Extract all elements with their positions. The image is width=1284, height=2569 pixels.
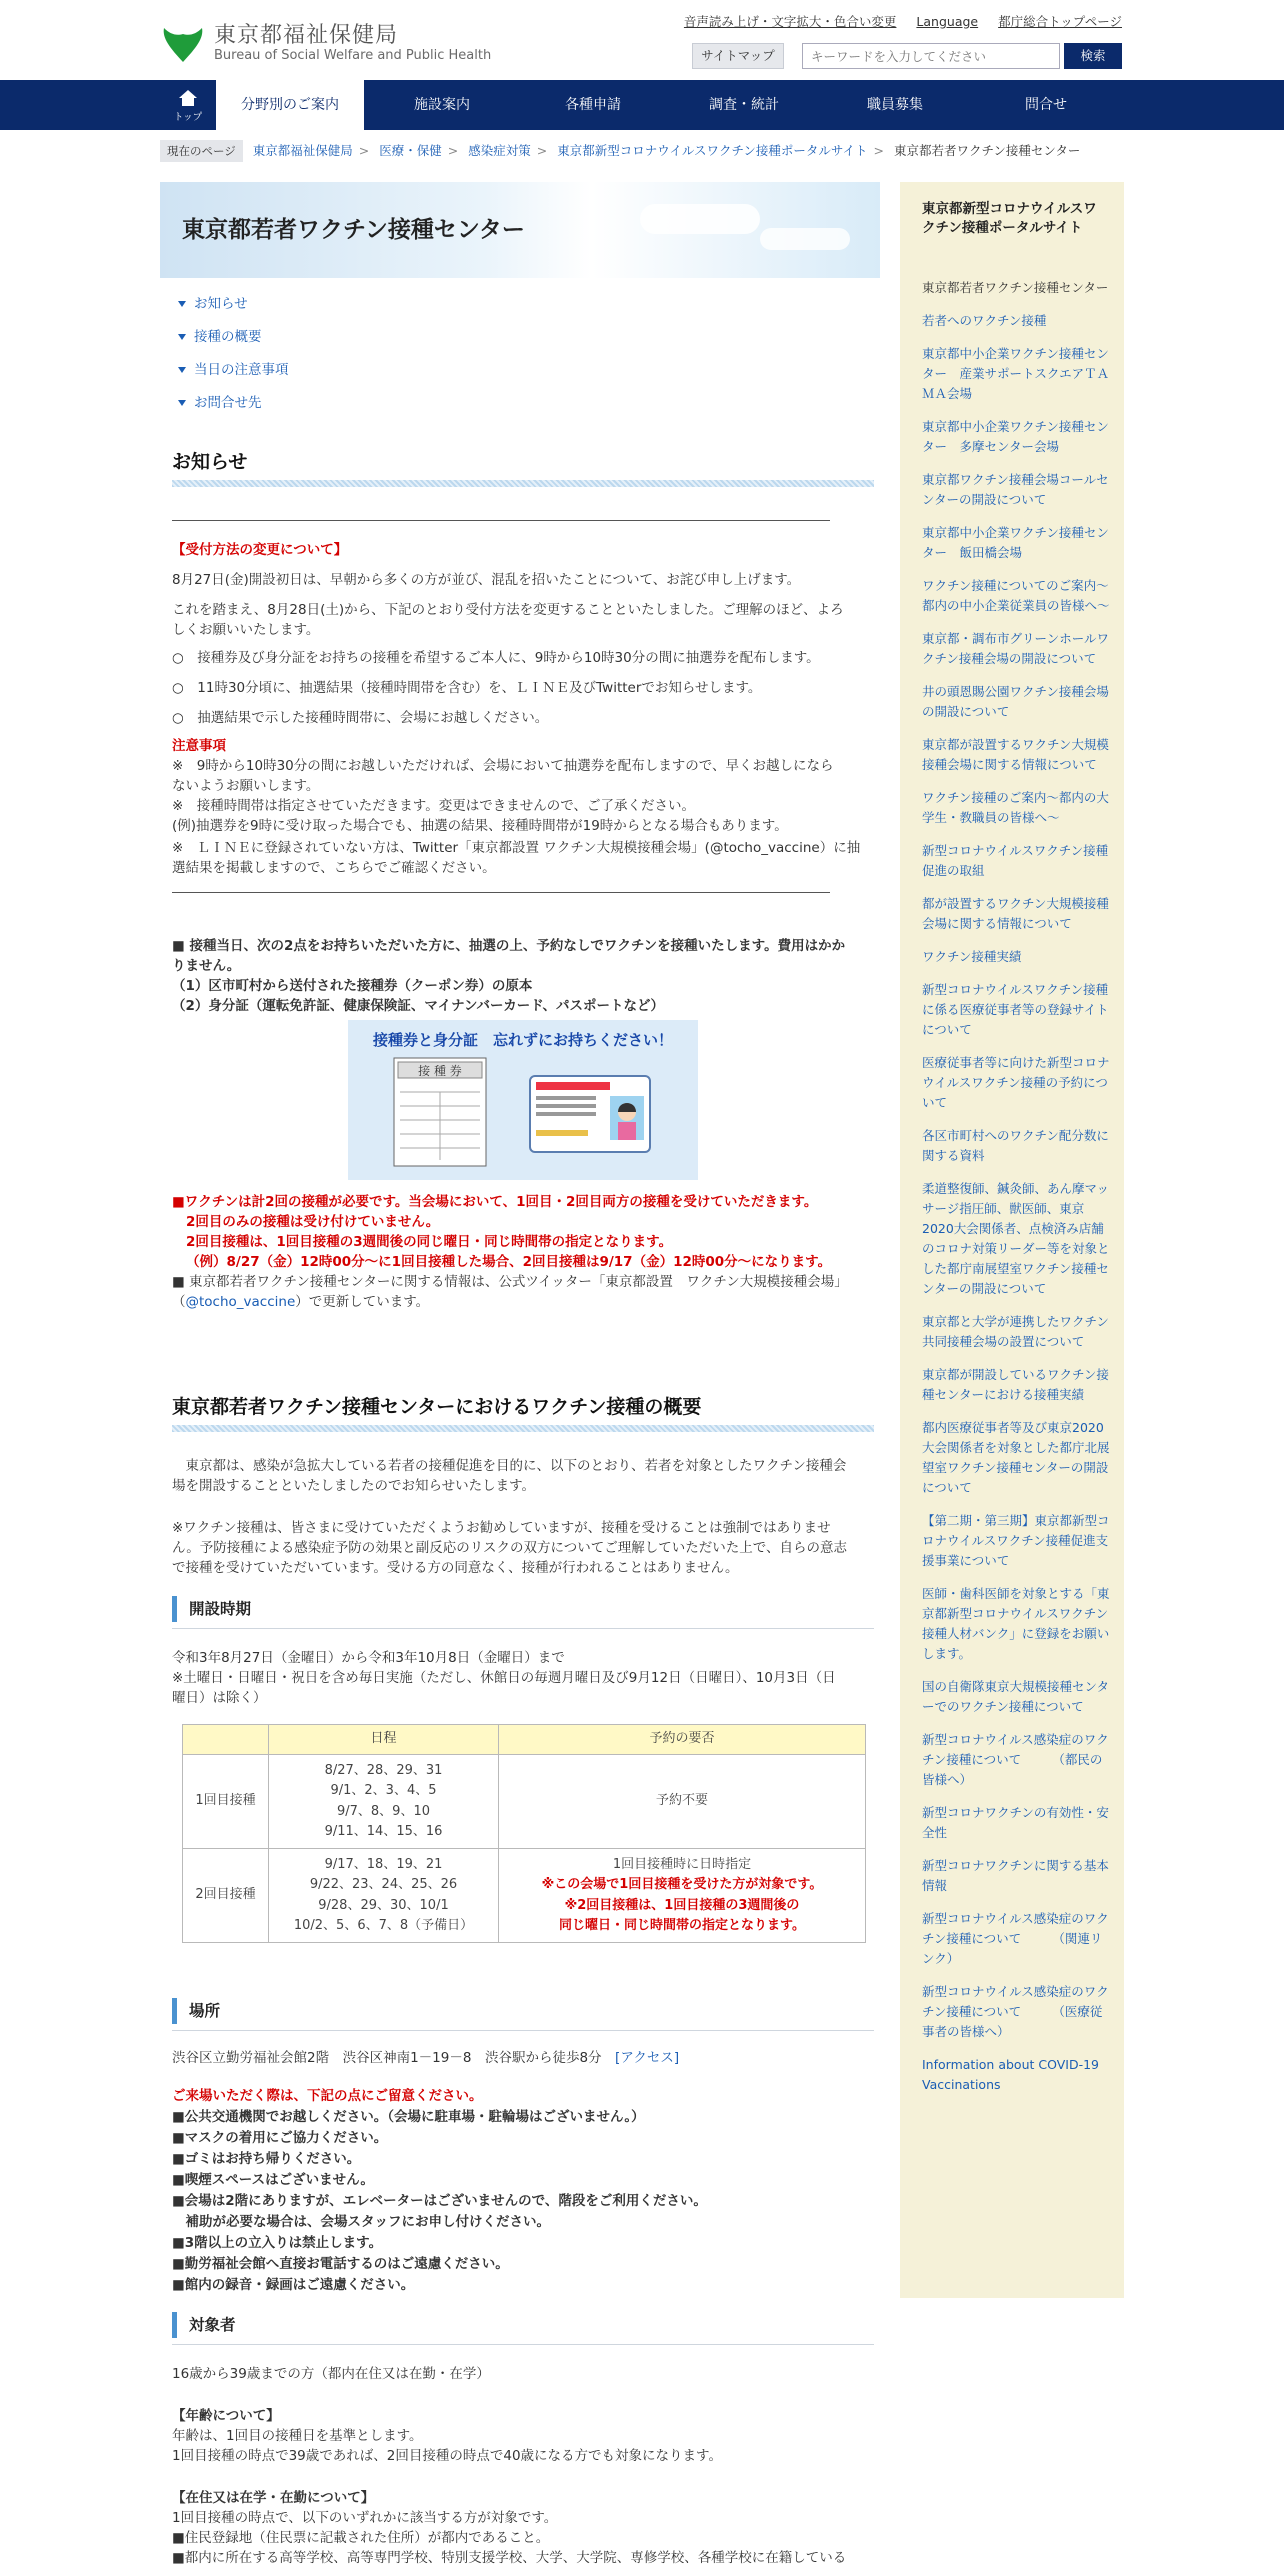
metro-top-link[interactable]: 都庁総合トップページ: [998, 14, 1122, 29]
sidebar-item[interactable]: 東京都と大学が連携したワクチン共同接種会場の設置について: [922, 1314, 1109, 1349]
sidebar-item[interactable]: 【第二期・第三期】東京都新型コロナウイルスワクチン接種促進支援事業について: [922, 1513, 1110, 1568]
sidebar-item[interactable]: 国の自衛隊東京大規模接種センターでのワクチン接種について: [922, 1679, 1110, 1714]
requirement-line: りません。: [172, 958, 241, 974]
sidebar: [900, 182, 1124, 2298]
age-text: 年齢は、1回目の接種日を基準とします。: [172, 2428, 423, 2444]
sidebar-title: 東京都新型コロナウイルスワクチン接種ポータルサイト: [922, 201, 1097, 236]
table-cell: 9/17、18、19、21 9/22、23、24、25、26 9/28、29、30、10/1 10/2、5、6、7、8（予備日）: [269, 1849, 499, 1943]
access-link[interactable]: [アクセス]: [615, 2050, 680, 2066]
language-link[interactable]: Language: [916, 14, 979, 29]
sidebar-item[interactable]: 新型コロナウイルス感染症のワクチン接種について （医療従事者の皆様へ）: [922, 1984, 1109, 2039]
ginkgo-logo-icon: [160, 18, 206, 64]
sidebar-item[interactable]: 東京都・調布市グリーンホールワクチン接種会場の開設について: [922, 631, 1110, 666]
vaccination-ticket-icon: [392, 1056, 488, 1168]
period-text: 曜日）は除く）: [172, 1690, 267, 1706]
caution-item: ■喫煙スペースはございません。: [172, 2172, 374, 2188]
sidebar-item[interactable]: ワクチン接種実績: [922, 949, 1022, 964]
table-cell: 1回目接種時に日時指定 ※この会場で1回目接種を受けた方が対象です。 ※2回目接種は、1回目接種の3週間後の 同じ曜日・同じ時間帯の指定となります。: [499, 1849, 866, 1943]
two-dose-notice: 2回目のみの接種は受け付けていません。: [186, 1214, 440, 1230]
sidebar-item[interactable]: 新型コロナワクチンに関する基本情報: [922, 1858, 1109, 1893]
sidebar-item[interactable]: 井の頭恩賜公園ワクチン接種会場の開設について: [922, 684, 1109, 719]
table-cell: 予約不要: [499, 1755, 866, 1849]
breadcrumb-label: 現在のページ: [160, 140, 243, 162]
anchor-link-notes[interactable]: 当日の注意事項: [178, 360, 289, 393]
breadcrumb-separator: >: [536, 143, 548, 158]
caution-item: 補助が必要な場合は、会場スタッフにお申し付けください。: [172, 2214, 550, 2230]
page-title: 東京都若者ワクチン接種センター: [182, 217, 525, 243]
period-text: 令和3年8月27日（金曜日）から令和3年10月8日（金曜日）まで: [172, 1650, 565, 1666]
target-heading: 対象者: [172, 2312, 874, 2338]
overview-paragraph: ん。予防接種による感染症予防の効果と副反応のリスクの双方についてご理解していただいた上で、自らの意志: [172, 1540, 847, 1556]
triangle-down-icon: [178, 400, 186, 406]
breadcrumb-item[interactable]: 東京都福祉保健局: [252, 143, 353, 158]
schedule-table: [182, 1724, 866, 1943]
triangle-down-icon: [178, 367, 186, 373]
overview-paragraph: 東京都は、感染が急拡大している若者の接種促進を目的に、以下のとおり、若者を対象としたワクチン接種会: [172, 1458, 847, 1474]
nav-item-contact[interactable]: 問合せ: [1025, 97, 1067, 113]
news-heading: お知らせ: [172, 451, 248, 473]
note-line: ※ ＬＩＮＥに登録されていない方は、Twitter「東京都設置 ワクチン大規模接種会場」(@tocho_vaccine）に抽: [172, 840, 861, 856]
global-nav: [0, 80, 1284, 130]
anchor-link-contact[interactable]: お問合せ先: [178, 393, 289, 426]
breadcrumb-current: 東京都若者ワクチン接種センター: [893, 143, 1081, 158]
two-dose-notice: （例）8/27（金）12時00分～に1回目接種した場合、2回目接種は9/17（金）12時00分～になります。: [186, 1254, 832, 1270]
caution-item: ■ゴミはお持ち帰りください。: [172, 2151, 361, 2167]
nav-home-label: トップ: [173, 112, 203, 123]
sidebar-item[interactable]: 新型コロナウイルス感染症のワクチン接種について （都民の皆様へ）: [922, 1732, 1109, 1787]
page-title-banner: [160, 182, 880, 278]
news-bullet: ○ 11時30分頃に、抽選結果（接種時間帯を含む）を、ＬＩＮＥ及びTwitterでお知らせします。: [172, 680, 762, 696]
requirement-item: （2）身分証（運転免許証、健康保険証、マイナンバーカード、パスポートなど）: [172, 998, 665, 1014]
table-cell: 1回目接種: [183, 1755, 269, 1849]
breadcrumb-separator: >: [358, 143, 370, 158]
bring-items-illustration: [348, 1020, 698, 1180]
table-header: 予約の要否: [499, 1725, 866, 1755]
overview-paragraph: ※ワクチン接種は、皆さまに受けていただくようお勧めしていますが、接種を受けることは強制ではありませ: [172, 1520, 831, 1536]
note-line: ※ 9時から10時30分の間にお越しいただければ、会場において抽選券を配布しますので、早くお越しになら: [172, 758, 834, 774]
site-logo[interactable]: [160, 18, 492, 70]
overview-paragraph: 場を開設することといたしましたのでお知らせいたします。: [172, 1478, 536, 1494]
breadcrumb-item[interactable]: 医療・保健: [379, 143, 442, 158]
divider: [172, 520, 830, 521]
sidebar-item[interactable]: 東京都ワクチン接種会場コールセンターの開設について: [922, 472, 1109, 507]
triangle-down-icon: [178, 301, 186, 307]
breadcrumb-separator: >: [447, 143, 459, 158]
sidebar-list: [922, 278, 1112, 2108]
id-card-icon: [528, 1074, 652, 1154]
note-line: ないようお願いします。: [172, 778, 320, 794]
nav-home[interactable]: [160, 80, 216, 130]
table-row: [183, 1755, 866, 1849]
sidebar-item[interactable]: 東京都中小企業ワクチン接種センター 飯田橋会場: [922, 525, 1109, 560]
sidebar-item[interactable]: Information about COVID-19 Vaccinations: [922, 2057, 1099, 2092]
residence-title: 【在住又は在学・在勤について】: [172, 2490, 375, 2506]
two-dose-notice: 2回目接種は、1回目接種の3週間後の同じ曜日・同じ時間帯の指定となります。: [186, 1234, 673, 1250]
heading-underline: [172, 2344, 874, 2345]
sidebar-item[interactable]: ワクチン接種のご案内～都内の大学生・教職員の皆様へ～: [922, 790, 1109, 825]
table-header: 日程: [269, 1725, 499, 1755]
sidebar-item[interactable]: 東京都が設置するワクチン大規模接種会場に関する情報について: [922, 737, 1109, 772]
nav-item-statistics[interactable]: 調査・統計: [709, 97, 779, 113]
heading-rule: [172, 1425, 874, 1432]
search-button[interactable]: 検索: [1064, 43, 1122, 69]
search-input[interactable]: [802, 43, 1060, 69]
twitter-link[interactable]: @tocho_vaccine: [185, 1294, 296, 1310]
caution-title: ご来場いただく際は、下記の点にご留意ください。: [172, 2088, 483, 2104]
nav-item-recruit[interactable]: 職員募集: [867, 97, 923, 113]
breadcrumb-item[interactable]: 東京都新型コロナウイルスワクチン接種ポータルサイト: [557, 143, 868, 158]
twitter-notice: ■ 東京都若者ワクチン接種センターに関する情報は、公式ツイッター「東京都設置 ワクチン大規模接種会場」: [172, 1274, 848, 1290]
breadcrumb-separator: >: [873, 143, 884, 158]
caution-item: ■館内の録音・録画はご遠慮ください。: [172, 2277, 415, 2293]
logo-japanese: 東京都福祉保健局: [214, 23, 399, 48]
sidebar-item[interactable]: 新型コロナウイルスワクチン接種に係る医療従事者等の登録サイトについて: [922, 982, 1109, 1037]
sidebar-item[interactable]: 東京都中小企業ワクチン接種センター 産業サポートスクエアＴＡＭＡ会場: [922, 346, 1110, 401]
age-text: 1回目接種の時点で39歳であれば、2回目接種の時点で40歳になる方でも対象になります。: [172, 2448, 722, 2464]
twitter-notice: （@tocho_vaccine）で更新しています。: [172, 1294, 430, 1310]
requirement-line: ■ 接種当日、次の2点をお持ちいただいた方に、抽選の上、予約なしでワクチンを接種いたします。費用はかか: [172, 938, 846, 954]
triangle-down-icon: [178, 334, 186, 340]
note-title: 注意事項: [172, 738, 226, 754]
sidebar-item[interactable]: 若者へのワクチン接種: [922, 313, 1047, 328]
sitemap-button[interactable]: サイトマップ: [692, 43, 784, 69]
table-header: [183, 1725, 269, 1755]
residence-text: 1回目接種の時点で、以下のいずれかに該当する方が対象です。: [172, 2510, 558, 2526]
overview-heading: 東京都若者ワクチン接種センターにおけるワクチン接種の概要: [172, 1396, 702, 1418]
table-cell: 8/27、28、29、31 9/1、2、3、4、5 9/7、8、9、10 9/11、14、15、16: [269, 1755, 499, 1849]
note-line: ※ 接種時間帯は指定させていただきます。変更はできませんので、ご了承ください。: [172, 798, 695, 814]
target-text: 16歳から39歳までの方（都内在住又は在勤・在学）: [172, 2366, 490, 2382]
news-paragraph: 8月27日(金)開設初日は、早朝から多くの方が並び、混乱を招いたことについて、お詫び申し上げます。: [172, 572, 801, 588]
news-bullet: ○ 抽選結果で示した接種時間帯に、会場にお越しください。: [172, 710, 549, 726]
sidebar-item[interactable]: ワクチン接種についてのご案内～都内の中小企業従業員の皆様へ～: [922, 578, 1110, 613]
accessibility-link[interactable]: 音声読み上げ・文字拡大・色合い変更: [683, 14, 897, 29]
venue-text: 渋谷区立勤労福祉会館2階 渋谷区神南1－19－8 渋谷駅から徒歩8分 [アクセス]: [172, 2050, 680, 2066]
ticket-label: 接 種 券: [418, 1064, 462, 1078]
nav-item-applications[interactable]: 各種申請: [565, 97, 621, 113]
breadcrumb: [160, 140, 1124, 170]
caution-item: ■会場は2階にありますが、エレベーターはございませんので、階段をご利用ください。: [172, 2193, 707, 2209]
sidebar-item[interactable]: 新型コロナウイルス感染症のワクチン接種について （関連リンク）: [922, 1911, 1109, 1966]
table-row: [183, 1849, 866, 1943]
table-cell: 2回目接種: [183, 1849, 269, 1943]
requirement-item: （1）区市町村から送付された接種券（クーポン券）の原本: [172, 978, 533, 994]
sidebar-item[interactable]: 新型コロナワクチンの有効性・安全性: [922, 1805, 1109, 1840]
heading-rule: [172, 480, 874, 487]
overview-paragraph: で接種を受けていただいています。受ける方の同意なく、接種が行われることはありません。: [172, 1560, 739, 1576]
sidebar-item[interactable]: 新型コロナウイルスワクチン接種促進の取組: [922, 843, 1109, 878]
heading-underline: [172, 2030, 874, 2031]
sidebar-item[interactable]: 柔道整復師、鍼灸師、あん摩マッサージ指圧師、獣医師、東京2020大会関係者、点検済み店舗のコロナ対策リーダー等を対象とした都庁南展望室ワクチン接種センターの開設について: [922, 1181, 1110, 1296]
sidebar-item[interactable]: 各区市町村へのワクチン配分数に関する資料: [922, 1128, 1109, 1163]
age-title: 【年齢について】: [172, 2408, 280, 2424]
heading-underline: [172, 1628, 874, 1629]
note-line: 選結果を掲載しますので、こちらでご確認ください。: [172, 860, 496, 876]
cloud-decoration: [760, 228, 850, 250]
sidebar-item[interactable]: 医療従事者等に向けた新型コロナウイルスワクチン接種の予約について: [922, 1055, 1110, 1110]
illustration-caption: 接種券と身分証 忘れずにお持ちください！: [372, 1031, 673, 1049]
breadcrumb-item[interactable]: 感染症対策: [468, 143, 531, 158]
period-text: ※土曜日・日曜日・祝日を含め毎日実施（ただし、休館日の毎週月曜日及び9月12日（日曜日）、10月3日（日: [172, 1670, 836, 1686]
period-heading: 開設時期: [172, 1596, 874, 1622]
news-bullet: ○ 接種券及び身分証をお持ちの接種を希望するご本人に、9時から10時30分の間に抽選券を配布します。: [172, 650, 820, 666]
nav-item-facilities[interactable]: 施設案内: [414, 97, 470, 113]
sidebar-item[interactable]: 東京都中小企業ワクチン接種センター 多摩センター会場: [922, 419, 1109, 454]
anchor-links: [178, 294, 289, 426]
news-paragraph: しくお願いいたします。: [172, 622, 320, 638]
change-title: 【受付方法の変更について】: [172, 542, 348, 558]
utility-links: [668, 12, 1122, 32]
anchor-link-overview[interactable]: 接種の概要: [178, 327, 289, 360]
caution-item: ■3階以上の立入りは禁止します。: [172, 2235, 383, 2251]
sidebar-item[interactable]: 東京都が開設しているワクチン接種センターにおける接種実績: [922, 1367, 1109, 1402]
home-icon: [178, 88, 198, 108]
note-line: (例)抽選券を9時に受け取った場合でも、抽選の結果、接種時間帯が19時からとなる場合もあります。: [172, 818, 788, 834]
two-dose-notice: ■ワクチンは計2回の接種が必要です。当会場において、1回目・2回目両方の接種を受けていただきます。: [172, 1194, 818, 1210]
sidebar-item[interactable]: 医師・歯科医師を対象とする「東京都新型コロナウイルスワクチン接種人材バンク」に登録をお願いします。: [922, 1586, 1110, 1661]
sidebar-item[interactable]: 東京都若者ワクチン接種センター: [922, 280, 1109, 295]
news-paragraph: これを踏まえ、8月28日(土)から、下記のとおり受付方法を変更することといたしました。ご理解のほど、よろ: [172, 602, 844, 618]
sidebar-item[interactable]: 都内医療従事者等及び東京2020大会関係者を対象とした都庁北展望室ワクチン接種センターの開設について: [922, 1420, 1110, 1495]
caution-item: ■マスクの着用にご協力ください。: [172, 2130, 388, 2146]
logo-english: Bureau of Social Welfare and Public Health: [214, 48, 492, 63]
site-header: [0, 0, 1284, 80]
divider: [172, 892, 830, 893]
sidebar-item[interactable]: 都が設置するワクチン大規模接種会場に関する情報について: [922, 896, 1109, 931]
cloud-decoration: [640, 204, 760, 234]
caution-item: ■公共交通機関でお越しください。（会場に駐車場・駐輪場はございません。）: [172, 2109, 645, 2125]
caution-item: ■勤労福祉会館へ直接お電話するのはご遠慮ください。: [172, 2256, 509, 2272]
venue-heading: 場所: [172, 1998, 874, 2024]
anchor-link-news[interactable]: お知らせ: [178, 294, 289, 327]
nav-item-guide[interactable]: 分野別のご案内: [216, 80, 364, 130]
residence-text: ■住民登録地（住民票に記載された住所）が都内であること。: [172, 2530, 550, 2546]
residence-text: ■都内に所在する高等学校、高等専門学校、特別支援学校、大学、大学院、専修学校、各種学校に在籍している: [172, 2550, 847, 2566]
